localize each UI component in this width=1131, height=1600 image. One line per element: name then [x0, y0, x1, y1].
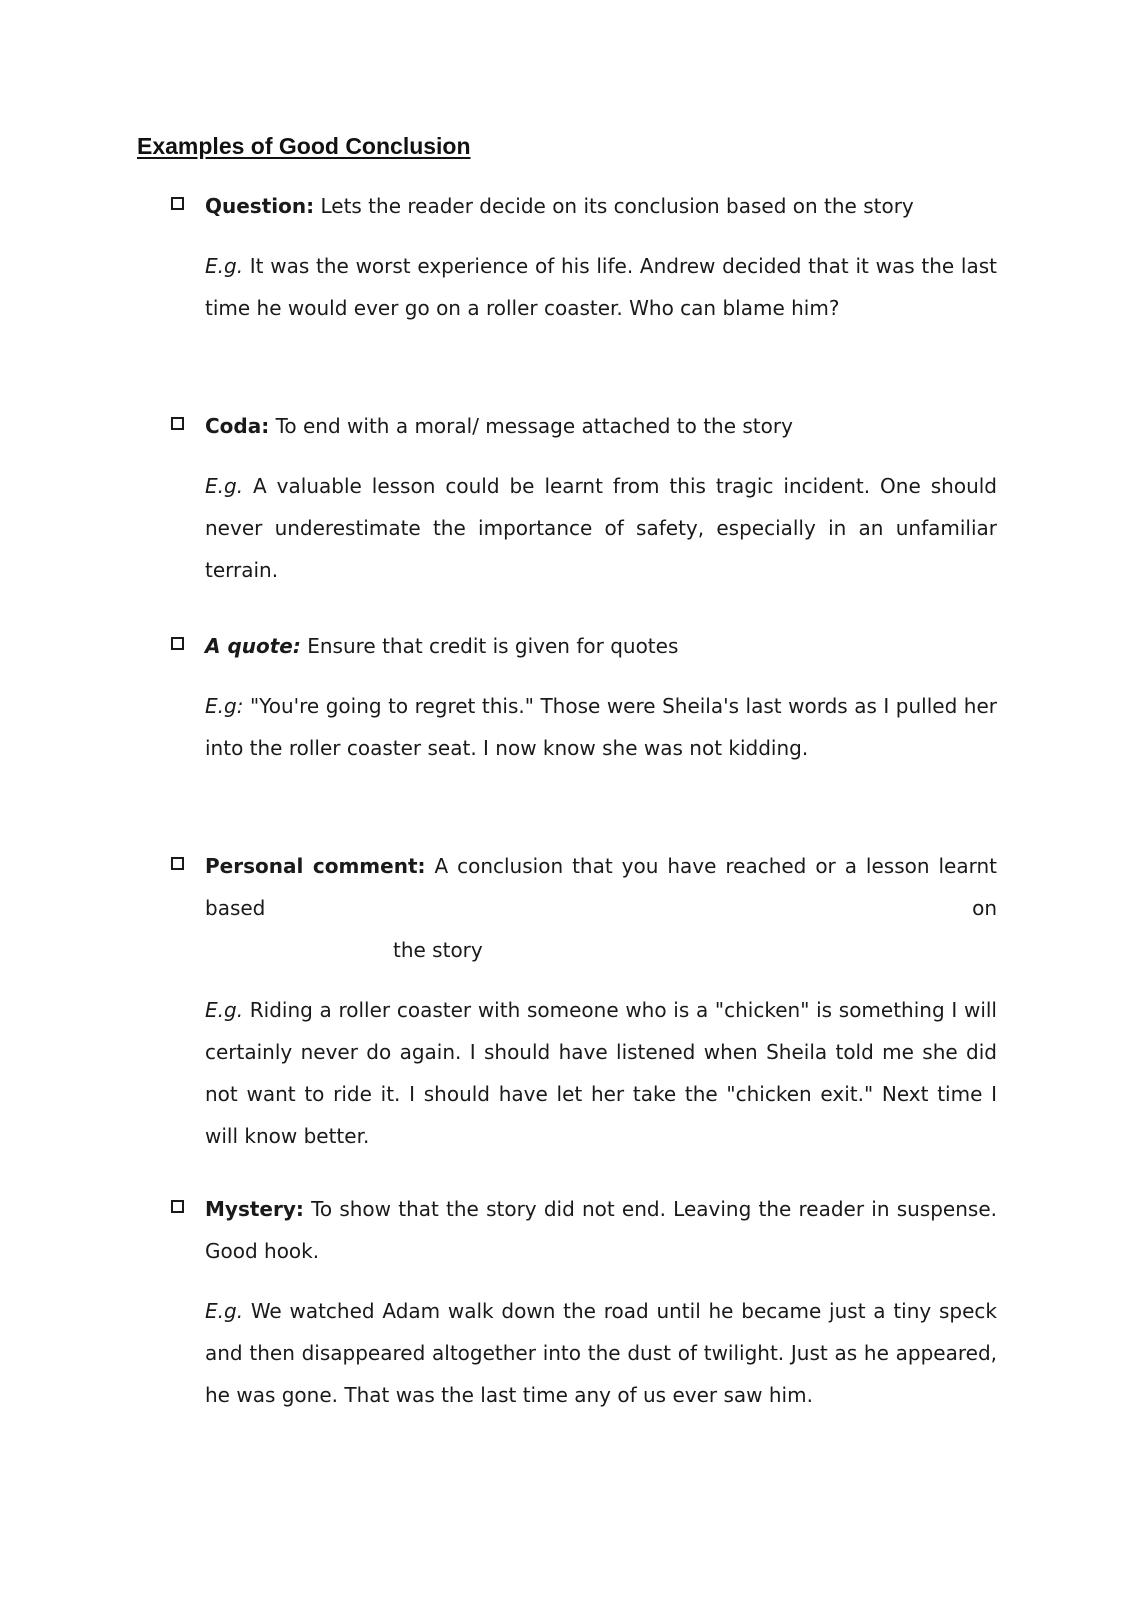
item-heading-continued	[205, 929, 997, 971]
example-prefix: E.g.	[205, 254, 244, 278]
item-heading	[205, 405, 997, 447]
item-example	[171, 465, 997, 591]
item-label: Coda:	[205, 414, 270, 438]
conclusion-item-quote	[171, 625, 997, 769]
example-prefix: E.g.	[205, 1299, 244, 1323]
example-text: Riding a roller coaster with someone who is a "chicken" is something I will certainly never do again. I should have listened when Sheila told me she did not want to ride it. I should have let her take the "chicken exit." Next time I will know better.	[205, 998, 997, 1148]
item-example	[171, 1290, 997, 1416]
checkbox-icon	[171, 417, 184, 430]
item-description: Ensure that credit is given for quotes	[307, 634, 679, 658]
item-label: Personal comment:	[205, 854, 426, 878]
item-description-continued: the story	[393, 938, 483, 962]
conclusion-item-mystery	[171, 1188, 997, 1416]
example-prefix: E.g:	[205, 694, 244, 718]
item-example	[171, 685, 997, 769]
example-text: A valuable lesson could be learnt from this tragic incident. One should never underestimate the importance of safety, especially in an unfamiliar terrain.	[205, 474, 997, 582]
conclusion-item-personal-comment	[171, 845, 997, 1157]
example-text: "You're going to regret this." Those were Sheila's last words as I pulled her into the roller coaster seat. I now know she was not kidding.	[205, 694, 997, 760]
item-heading	[205, 845, 997, 929]
checkbox-icon	[171, 197, 184, 210]
example-text: We watched Adam walk down the road until he became just a tiny speck and then disappeared altogether into the dust of twilight. Just as he appeared, he was gone. That was the last time any of us ever saw him.	[205, 1299, 997, 1407]
example-prefix: E.g.	[205, 474, 244, 498]
example-text: It was the worst experience of his life. Andrew decided that it was the last time he would ever go on a roller coaster. Who can blame him?	[205, 254, 997, 320]
item-heading	[205, 1188, 997, 1272]
example-prefix: E.g.	[205, 998, 244, 1022]
checkbox-icon	[171, 857, 184, 870]
item-example	[171, 989, 997, 1157]
page-title: Examples of Good Conclusion	[137, 133, 471, 159]
item-label: Mystery:	[205, 1197, 304, 1221]
checkbox-icon	[171, 1200, 184, 1213]
item-label: Question:	[205, 194, 315, 218]
item-description: A conclusion that you have reached or a lesson learnt based on	[205, 854, 997, 920]
conclusion-item-question	[171, 185, 997, 329]
checkbox-icon	[171, 637, 184, 650]
item-label: A quote:	[205, 634, 301, 658]
item-heading	[205, 625, 997, 667]
item-description: To show that the story did not end. Leaving the reader in suspense. Good hook.	[205, 1197, 997, 1263]
item-example	[171, 245, 997, 329]
item-description: To end with a moral/ message attached to the story	[275, 414, 793, 438]
conclusion-item-coda	[171, 405, 997, 591]
item-description: Lets the reader decide on its conclusion based on the story	[320, 194, 914, 218]
item-heading	[205, 185, 997, 227]
